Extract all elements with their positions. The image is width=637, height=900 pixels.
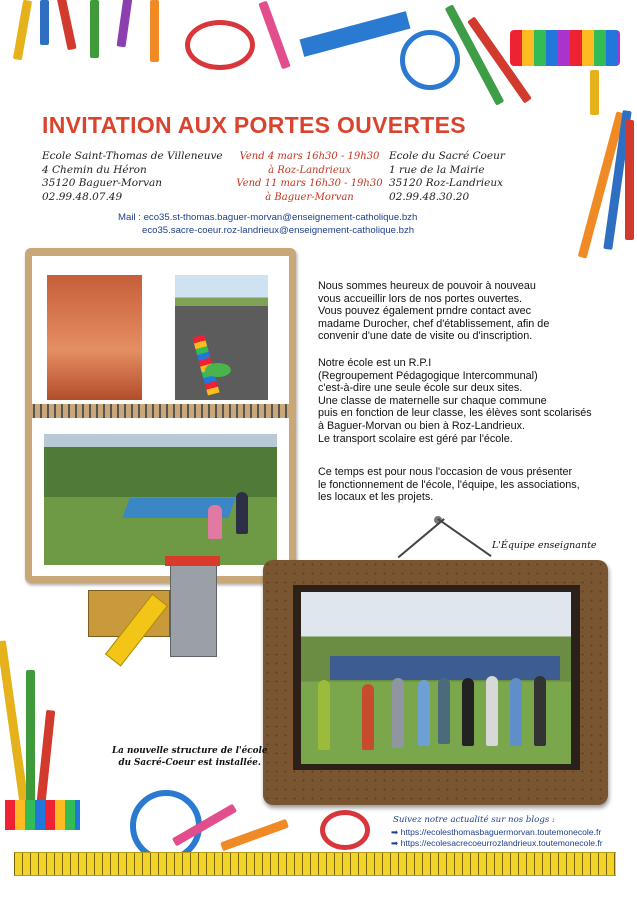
date-line-2: Vend 11 mars 16h30 - 19h30 xyxy=(236,178,383,189)
date-place-1: à Roz-Landrieux xyxy=(268,164,351,176)
open-days-dates xyxy=(232,150,387,204)
blogs-intro: Suivez notre actualité sur nos blogs : xyxy=(393,815,555,825)
structure-caption-line-1: La nouvelle structure de l'école xyxy=(112,746,268,756)
stationery-border-top xyxy=(0,0,637,118)
blog-link-2[interactable]: https://ecolesacrecoeurrozlandrieux.toutemonecole.fr xyxy=(400,838,603,848)
school-right-address xyxy=(389,150,505,204)
playground-photo xyxy=(175,275,268,400)
album-spiral xyxy=(33,404,289,418)
date-line-1: Vend 4 mars 16h30 - 19h30 xyxy=(239,151,380,162)
structure-caption xyxy=(112,745,267,769)
school-left-city: 35120 Baguer-Morvan xyxy=(42,177,163,189)
school-right-name: Ecole du Sacré Coeur xyxy=(389,150,505,162)
date-place-2: à Baguer-Morvan xyxy=(265,191,354,203)
school-left-phone: 02.99.48.07.49 xyxy=(42,190,123,203)
scissors-icon xyxy=(185,20,255,70)
page-title: INVITATION AUX PORTES OUVERTES xyxy=(42,112,466,138)
paint-palette-icon xyxy=(510,30,620,66)
classroom-photo xyxy=(47,275,142,400)
mail-block xyxy=(118,212,417,237)
school-left-street: 4 Chemin du Héron xyxy=(42,163,147,176)
email-link-1[interactable]: eco35.st-thomas.baguer-morvan@enseignement-catholique.bzh xyxy=(143,212,418,223)
presentation-paragraph: Ce temps est pour nous l'occasion de vous présenter le fonctionnement de l'école, l'équipe, les associations, les locaux et les projets. xyxy=(318,466,580,504)
school-left-address xyxy=(42,150,223,204)
blogs-block xyxy=(391,815,603,850)
mail-label: Mail : xyxy=(118,212,141,223)
school-left-name: Ecole Saint-Thomas de Villeneuve xyxy=(42,150,223,162)
email-link-2[interactable]: eco35.sacre-coeur.roz-landrieux@enseignement-catholique.bzh xyxy=(142,224,415,236)
structure-caption-line-2: du Sacré-Coeur est installée. xyxy=(118,758,261,768)
protractor-icon xyxy=(400,30,460,90)
rpi-paragraph: Notre école est un R.P.I (Regroupement Pédagogique Intercommunal) c'est-à-dire une seule école sur deux sites. Une classe de maternelle sur chaque commune puis en fonction de leur classe, les élèves sont scolarisés à Baguer-Morvan ou bien à Roz-Landrieux. Le transport scolaire est géré par l'école. xyxy=(318,357,592,445)
intro-paragraph: Nous sommes heureux de pouvoir à nouveau vous accueillir lors de nos portes ouvertes. Vous pouvez également prndre contact avec madame Durocher, chef d'établissement, afin de convenir d'une date de visite ou d'inscription. xyxy=(318,280,550,343)
team-caption: L'Équipe enseignante xyxy=(492,540,597,551)
arrow-right-icon: ➡ xyxy=(391,838,399,848)
school-right-street: 1 rue de la Mairie xyxy=(389,163,485,176)
stationery-border-right xyxy=(577,110,637,290)
play-structure-house xyxy=(170,560,217,657)
school-right-city: 35120 Roz-Landrieux xyxy=(389,177,504,189)
school-right-phone: 02.99.48.30.20 xyxy=(389,190,470,203)
arrow-right-icon: ➡ xyxy=(391,826,399,837)
blog-link-1[interactable]: https://ecolesthomasbaguermorvan.toutemonecole.fr xyxy=(400,826,602,837)
ruler-decoration xyxy=(14,852,616,876)
